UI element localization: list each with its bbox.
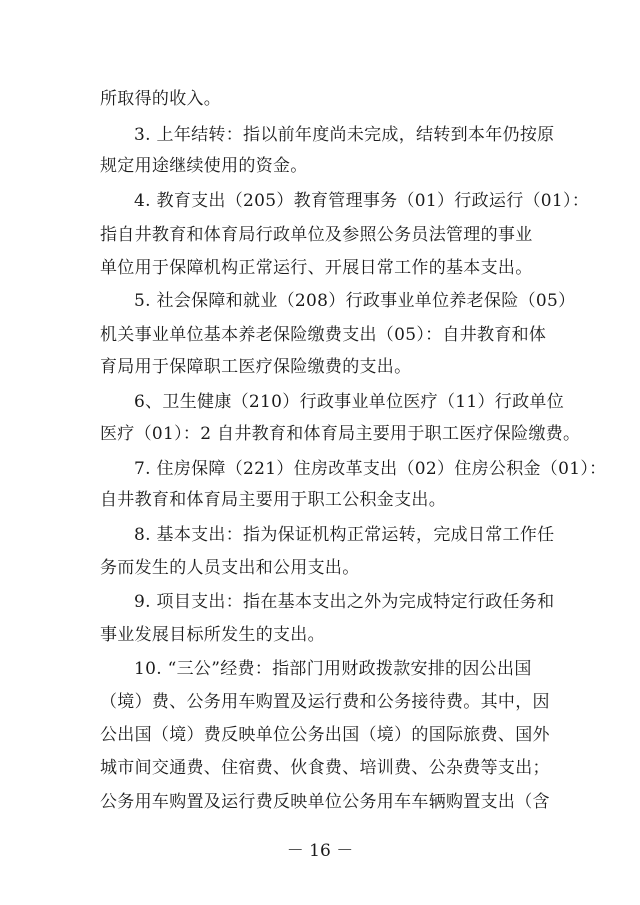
text-line: 6、卫生健康（210）行政事业单位医疗（11）行政单位 <box>134 392 564 412</box>
text-line: 务而发生的人员支出和公用支出。 <box>100 558 360 578</box>
text-line: 公出国（境）费反映单位公务出国（境）的国际旅费、国外 <box>100 725 550 745</box>
text-line: 8. 基本支出：指为保证机构正常运转，完成日常工作任 <box>134 525 555 545</box>
text-line: 9. 项目支出：指在基本支出之外为完成特定行政任务和 <box>134 592 555 612</box>
text-line: 5. 社会保障和就业（208）行政事业单位养老保险（05） <box>134 291 576 311</box>
text-line: 规定用途继续使用的资金。 <box>100 156 308 176</box>
text-line: 10. “三公”经费：指部门用财政拨款安排的因公出国 <box>134 659 532 679</box>
text-line: 机关事业单位基本养老保险缴费支出（05）：自井教育和体 <box>100 325 547 345</box>
text-line: 城市间交通费、住宿费、伙食费、培训费、公杂费等支出； <box>100 758 550 778</box>
text-line: 育局用于保障职工医疗保险缴费的支出。 <box>100 357 412 377</box>
text-line: 医疗（01）：2 自井教育和体育局主要用于职工医疗保险缴费。 <box>100 424 581 444</box>
text-line: 3. 上年结转：指以前年度尚未完成，结转到本年仍按原 <box>134 125 555 145</box>
text-line: 单位用于保障机构正常运行、开展日常工作的基本支出。 <box>100 258 533 278</box>
text-line: 指自井教育和体育局行政单位及参照公务员法管理的事业 <box>100 225 533 245</box>
page-number: － 16 － <box>286 841 354 861</box>
text-line: 4. 教育支出（205）教育管理事务（01）行政运行（01）： <box>134 191 590 211</box>
text-line: （境）费、公务用车购置及运行费和公务接待费。其中，因 <box>100 692 550 712</box>
text-line: 事业发展目标所发生的支出。 <box>100 625 325 645</box>
text-line: 公务用车购置及运行费反映单位公务用车车辆购置支出（含 <box>100 792 550 812</box>
text-line: 所取得的收入。 <box>100 89 222 109</box>
text-line: 7. 住房保障（221）住房改革支出（02）住房公积金（01）： <box>134 459 607 479</box>
text-line: 自井教育和体育局主要用于职工公积金支出。 <box>100 490 446 510</box>
